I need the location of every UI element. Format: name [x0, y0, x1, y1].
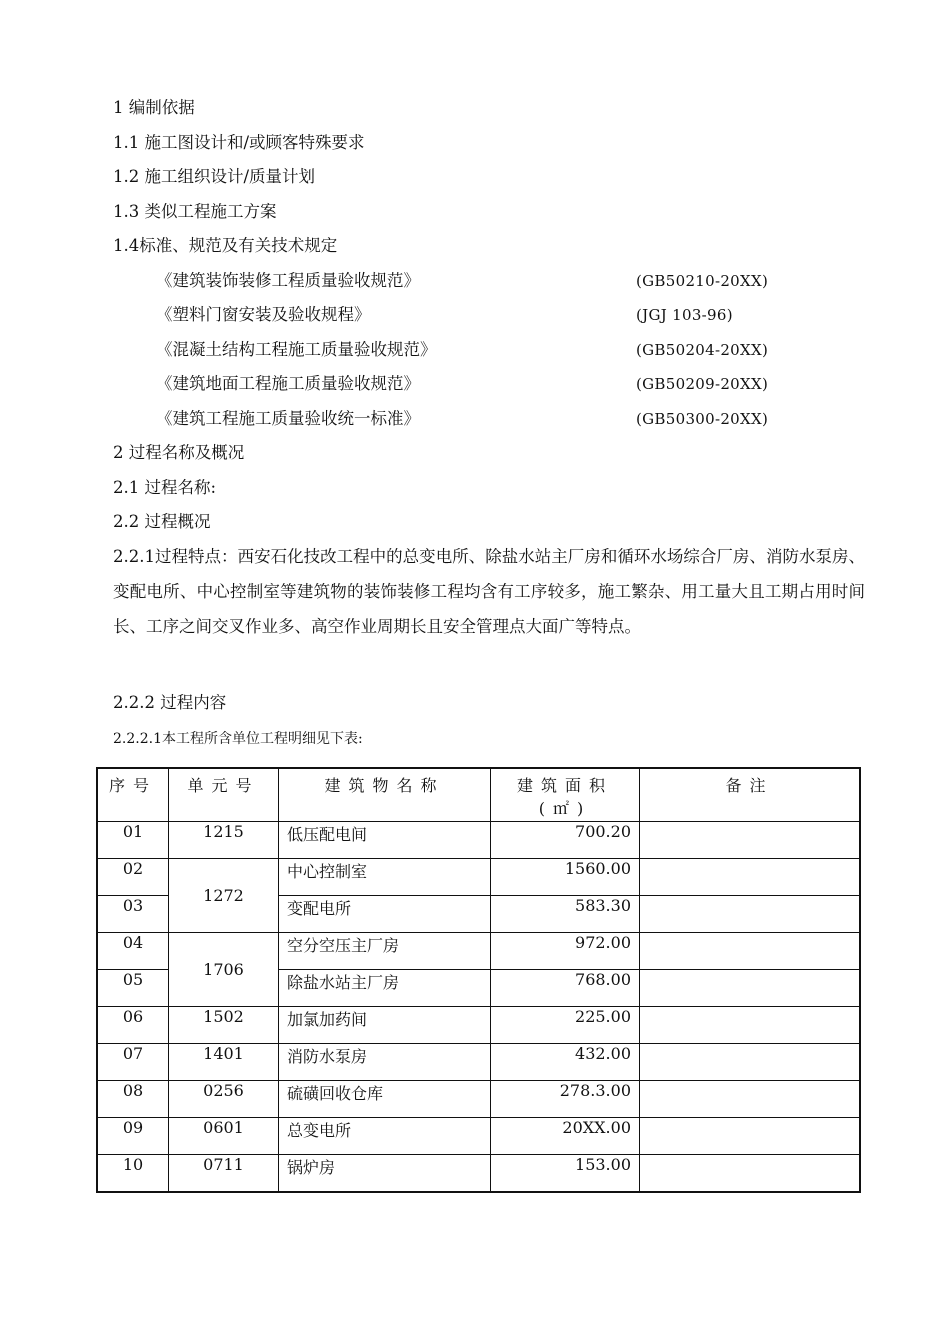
- cell-note: [640, 1044, 861, 1081]
- section-1-heading: 1 编制依据: [113, 98, 195, 117]
- cell-area: 583.30: [491, 896, 640, 933]
- cell-unit: 0256: [169, 1081, 279, 1118]
- table-row: [97, 1007, 860, 1044]
- cell-area: 225.00: [491, 1007, 640, 1044]
- cell-note: [640, 859, 861, 896]
- table-row: [97, 859, 860, 896]
- section-2-heading: 2 过程名称及概况: [113, 443, 245, 462]
- cell-seq: 03: [97, 896, 169, 933]
- section-2-2-1-paragraph: 2.2.1过程特点：西安石化技改工程中的总变电所、除盐水站主厂房和循环水场综合厂房、消防水泵房、变配电所、中心控制室等建筑物的装饰装修工程均含有工序较多，施工繁杂、用工量大且工期占用时间长、工序之间交叉作业多、高空作业周期长且安全管理点大面广等特点。: [113, 547, 865, 636]
- cell-seq: 06: [97, 1007, 169, 1044]
- section-1-2: 1.2 施工组织设计/质量计划: [113, 167, 316, 186]
- standard-code: (GB50204-20XX): [636, 341, 769, 359]
- cell-name: 总变电所: [279, 1118, 491, 1155]
- section-1-4: 1.4标准、规范及有关技术规定: [113, 236, 338, 255]
- table-row: [97, 1118, 860, 1155]
- section-1-1: 1.1 施工图设计和/或顾客特殊要求: [113, 133, 365, 152]
- cell-name: 低压配电间: [279, 822, 491, 859]
- table-row: [97, 1044, 860, 1081]
- cell-seq: 07: [97, 1044, 169, 1081]
- cell-unit: 0601: [169, 1118, 279, 1155]
- standard-name: 《混凝土结构工程施工质量验收规范》: [156, 340, 437, 359]
- cell-note: [640, 1081, 861, 1118]
- table-header-row: [97, 768, 860, 822]
- standard-code: (GB50210-20XX): [636, 272, 769, 290]
- cell-note: [640, 896, 861, 933]
- cell-name: 硫磺回收仓库: [279, 1081, 491, 1118]
- cell-note: [640, 933, 861, 970]
- section-2-2-2-1: 2.2.2.1本工程所含单位工程明细见下表:: [113, 731, 363, 747]
- cell-name: 变配电所: [279, 896, 491, 933]
- cell-seq: 09: [97, 1118, 169, 1155]
- cell-seq: 08: [97, 1081, 169, 1118]
- cell-note: [640, 1007, 861, 1044]
- cell-unit: 1215: [169, 822, 279, 859]
- standard-code: (GB50209-20XX): [636, 375, 769, 393]
- cell-seq: 02: [97, 859, 169, 896]
- cell-seq: 04: [97, 933, 169, 970]
- unit-works-table: [96, 767, 861, 1193]
- cell-area: 1560.00: [491, 859, 640, 896]
- cell-name: 空分空压主厂房: [279, 933, 491, 970]
- cell-seq: 01: [97, 822, 169, 859]
- table-row: [97, 933, 860, 970]
- cell-area: 768.00: [491, 970, 640, 1007]
- standard-name: 《建筑工程施工质量验收统一标准》: [156, 409, 420, 428]
- cell-name: 加氯加药间: [279, 1007, 491, 1044]
- standard-name: 《建筑装饰装修工程质量验收规范》: [156, 271, 420, 290]
- cell-area: 700.20: [491, 822, 640, 859]
- table-row: [97, 822, 860, 859]
- cell-name: 消防水泵房: [279, 1044, 491, 1081]
- cell-note: [640, 970, 861, 1007]
- standard-code: (JGJ 103-96): [636, 306, 733, 324]
- section-1-3: 1.3 类似工程施工方案: [113, 202, 277, 221]
- cell-name: 锅炉房: [279, 1155, 491, 1193]
- standard-name: 《塑料门窗安装及验收规程》: [156, 305, 371, 324]
- cell-area: 278.3.00: [491, 1081, 640, 1118]
- cell-note: [640, 1118, 861, 1155]
- cell-unit: 1706: [169, 933, 279, 1007]
- cell-unit: 1272: [169, 859, 279, 933]
- cell-unit: 1502: [169, 1007, 279, 1044]
- cell-note: [640, 822, 861, 859]
- header-note: 备注: [640, 768, 861, 822]
- section-2-2-2: 2.2.2 过程内容: [113, 693, 227, 712]
- header-seq: 序号: [97, 768, 169, 822]
- cell-note: [640, 1155, 861, 1193]
- cell-unit: 0711: [169, 1155, 279, 1193]
- cell-name: 中心控制室: [279, 859, 491, 896]
- header-unit: 单元号: [169, 768, 279, 822]
- section-2-1: 2.1 过程名称:: [113, 478, 217, 497]
- header-building-name: 建筑物名称: [279, 768, 491, 822]
- cell-area: 20XX.00: [491, 1118, 640, 1155]
- cell-name: 除盐水站主厂房: [279, 970, 491, 1007]
- header-area: 建筑面积(㎡): [491, 768, 640, 822]
- section-2-2: 2.2 过程概况: [113, 512, 211, 531]
- standard-code: (GB50300-20XX): [636, 410, 769, 428]
- cell-area: 972.00: [491, 933, 640, 970]
- cell-seq: 10: [97, 1155, 169, 1193]
- cell-area: 432.00: [491, 1044, 640, 1081]
- standard-name: 《建筑地面工程施工质量验收规范》: [156, 374, 420, 393]
- table-row: [97, 1081, 860, 1118]
- cell-area: 153.00: [491, 1155, 640, 1193]
- table-row: [97, 1155, 860, 1193]
- cell-unit: 1401: [169, 1044, 279, 1081]
- cell-seq: 05: [97, 970, 169, 1007]
